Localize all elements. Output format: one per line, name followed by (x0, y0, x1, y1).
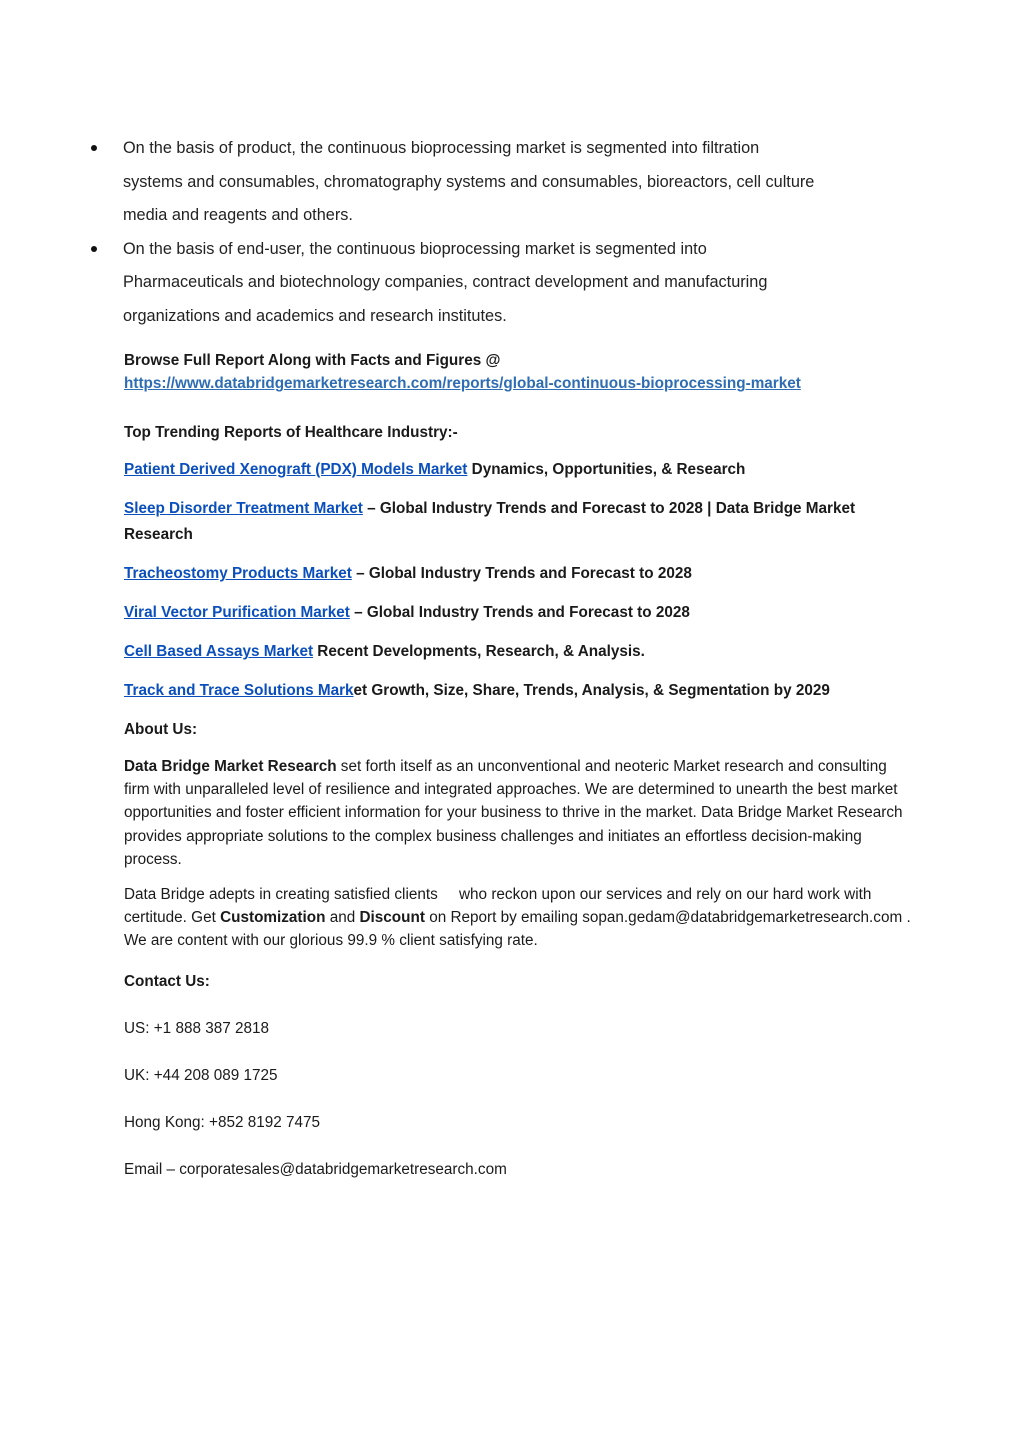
about-text: on Report by emailing sopan.gedam@databridgemarketresearch.com . We are content with our glorious 99.9 % client satisfying rate. (124, 909, 911, 950)
bullet-item-end-user (85, 233, 915, 334)
bullet-line: media and reagents and others. (123, 206, 353, 224)
about-text: Data Bridge adepts in creating satisfied clients who reckon upon our services and rely on our hard work with certitude. Get (124, 886, 876, 927)
report-suffix: – Global Industry Trends and Forecast to 2028 (351, 565, 692, 582)
trending-title: Top Trending Reports of Healthcare Industry:- (124, 424, 458, 441)
about-paragraph-2 (124, 883, 914, 953)
trending-report-item (124, 678, 914, 704)
about-text: and (325, 909, 360, 927)
browse-label: Browse Full Report Along with Facts and Figures @ (124, 352, 501, 369)
report-link-viral-vector[interactable]: Viral Vector Purification Market (124, 604, 350, 621)
bullet-item-product (85, 132, 915, 233)
trending-report-item (124, 639, 914, 665)
bullet-dot-icon (91, 145, 97, 151)
about-title: About Us: (124, 721, 198, 738)
discount-text: Discount (359, 909, 425, 927)
bullet-line: On the basis of end-user, the continuous bioprocessing market is segmented into (123, 239, 707, 258)
report-link-tracheostomy[interactable]: Tracheostomy Products Market (124, 565, 352, 582)
about-paragraph-1 (124, 755, 914, 871)
trending-report-item (124, 600, 914, 626)
trending-report-item (124, 496, 914, 548)
report-suffix: Dynamics, Opportunities, & Research (467, 461, 746, 478)
customization-text: Customization (220, 909, 326, 927)
report-suffix: – Global Industry Trends and Forecast to 2028 (349, 604, 690, 621)
bullet-line: systems and consumables, chromatography systems and consumables, bioreactors, cell culture (123, 172, 815, 191)
contact-title: Contact Us: (124, 972, 210, 990)
contact-uk-phone: UK: +44 208 089 1725 (124, 1066, 278, 1084)
bullet-line: On the basis of product, the continuous bioprocessing market is segmented into filtration (123, 139, 760, 157)
bullet-line: Pharmaceuticals and biotechnology companies, contract development and manufacturing (123, 273, 768, 291)
contact-email: Email – corporatesales@databridgemarketresearch.com (124, 1160, 507, 1178)
report-link-sleep-disorder[interactable]: Sleep Disorder Treatment Market (124, 500, 363, 517)
report-suffix: – Global Industry Trends and Forecast to 2028 | Data Bridge Market Research (124, 500, 856, 543)
report-link-cell-assays[interactable]: Cell Based Assays Market (124, 643, 314, 660)
bullet-dot-icon (91, 246, 97, 252)
segmentation-bullet-list (85, 132, 915, 333)
browse-section (124, 349, 914, 395)
company-name: Data Bridge Market Research (124, 758, 337, 775)
report-suffix: Recent Developments, Research, & Analysis. (313, 643, 645, 660)
trending-report-item (124, 561, 914, 587)
contact-us-phone: US: +1 888 387 2818 (124, 1019, 270, 1037)
document-body (124, 349, 914, 1183)
report-url-link[interactable]: https://www.databridgemarketresearch.com/reports/global-continuous-bioprocessing-market (124, 375, 801, 392)
trending-report-item (124, 457, 914, 483)
bullet-line: organizations and academics and research institutes. (123, 306, 507, 325)
about-text: set forth itself as an unconventional and neoteric Market research and consulting firm with unparalleled level of resilience and integrated approaches. We are determined to unearth the best market opportunities and foster efficient information for your business to thrive in the market. Data Bridge Market Research provides appropriate solutions to the complex business challenges and initiates an effortless decision-making process. (124, 758, 903, 868)
report-link-pdx[interactable]: Patient Derived Xenograft (PDX) Models Market (124, 461, 468, 478)
report-suffix: et Growth, Size, Share, Trends, Analysis, & Segmentation by 2029 (353, 682, 830, 699)
report-link-track-trace[interactable]: Track and Trace Solutions Mark (124, 682, 354, 699)
contact-hk-phone: Hong Kong: +852 8192 7475 (124, 1113, 321, 1131)
